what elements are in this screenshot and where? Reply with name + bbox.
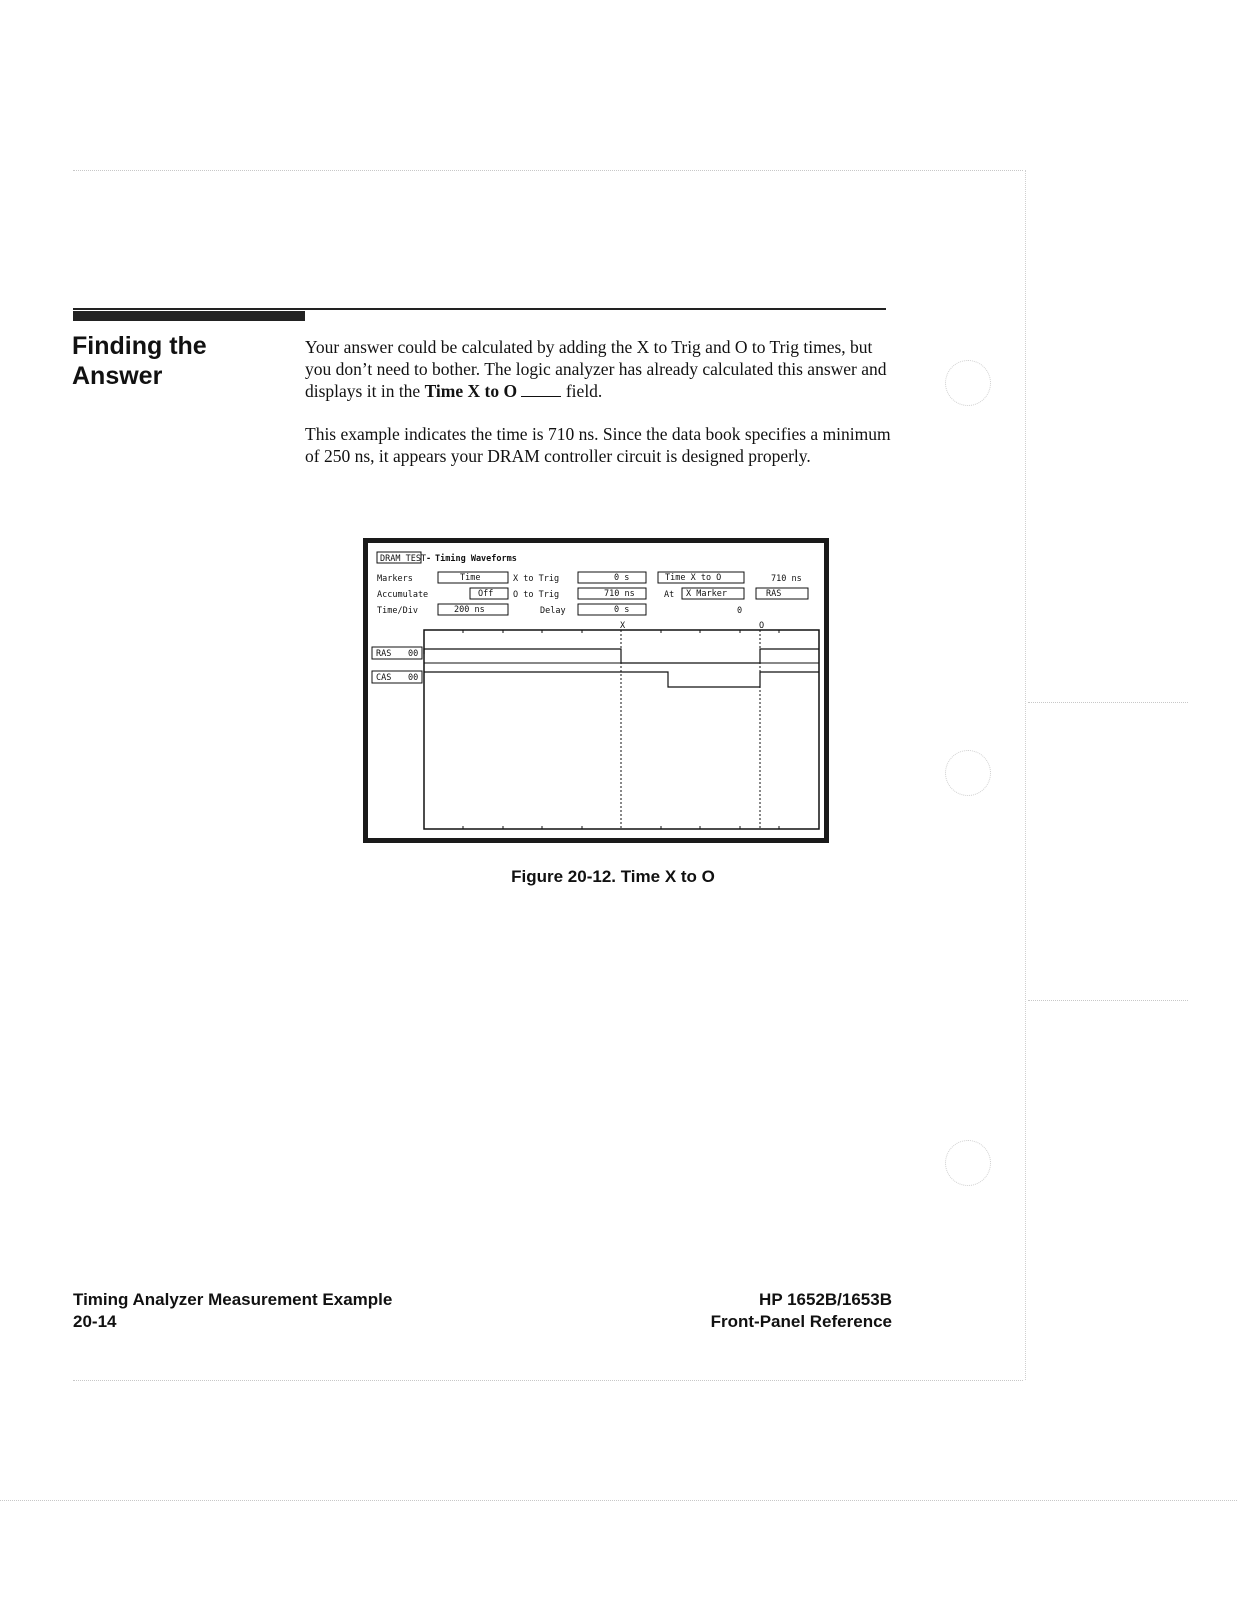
x-to-trig-label: X to Trig — [513, 574, 560, 584]
time-x-to-o-field-name: Time X to O — [424, 381, 518, 401]
field-blank — [521, 382, 561, 397]
paragraph-1 — [305, 336, 895, 402]
section-rule-bar — [73, 311, 305, 321]
x-marker-label: X — [620, 621, 626, 631]
delay-field[interactable] — [578, 604, 646, 615]
right-dotted-mark-2 — [1028, 1000, 1188, 1001]
o-to-trig-label: O to Trig — [513, 590, 560, 600]
paragraph-1-text: Your answer could be calculated by adding the X to Trig and O to Trig times, but you don’t need to bother. The logic analyzer has already calculated this answer and displays it in the — [305, 337, 887, 401]
delay-label: Delay — [540, 606, 566, 616]
binder-hole-2 — [945, 750, 991, 796]
binder-hole-3 — [945, 1140, 991, 1186]
markers-value: Time — [460, 573, 481, 583]
footer-page-number: 20-14 — [73, 1312, 117, 1331]
section-heading: Finding the Answer — [72, 332, 207, 390]
title-box-text: DRAM TEST — [380, 554, 427, 564]
x-to-trig-field[interactable] — [578, 572, 646, 583]
timing-waveforms-screen — [363, 538, 829, 843]
delay-value: 0 s — [614, 605, 630, 615]
accumulate-value: Off — [478, 589, 494, 599]
at-label-value: RAS — [766, 589, 782, 599]
footer-dotted-edge — [0, 1500, 1237, 1501]
title-dash: - — [426, 554, 432, 564]
ras-waveform — [424, 649, 819, 663]
footer-product: HP 1652B/1653B — [759, 1290, 892, 1309]
x-to-trig-value: 0 s — [614, 573, 630, 583]
time-div-label: Time/Div — [377, 606, 418, 616]
time-x-to-o-box-text: Time X to O — [665, 573, 722, 583]
title-text: Timing Waveforms — [435, 554, 517, 564]
figure-caption: Figure 20-12. Time X to O — [511, 867, 715, 886]
o-to-trig-value: 710 ns — [604, 589, 635, 599]
at-label: At — [664, 590, 675, 600]
paragraph-1-end: field. — [561, 381, 603, 401]
binder-hole-1 — [945, 360, 991, 406]
markers-label: Markers — [377, 574, 413, 584]
waveform-display — [368, 543, 824, 838]
footer-manual-title: Front-Panel Reference — [710, 1312, 892, 1331]
cas-label: CAS — [376, 673, 392, 683]
at-label-field[interactable] — [756, 588, 808, 599]
time-x-to-o-value: 710 ns — [771, 574, 802, 584]
right-page-edge — [1025, 170, 1026, 1380]
footer-left — [73, 1289, 392, 1333]
ras-label: RAS — [376, 649, 392, 659]
time-div-value: 200 ns — [454, 605, 485, 615]
bottom-dotted-edge — [73, 1380, 1023, 1381]
at-value: X Marker — [686, 589, 727, 599]
footer-chapter-title: Timing Analyzer Measurement Example — [73, 1290, 393, 1309]
section-rule — [73, 308, 886, 310]
right-dotted-mark-1 — [1028, 702, 1188, 703]
ras-value: 00 — [408, 649, 419, 659]
top-dotted-edge — [73, 170, 1023, 171]
cas-value: 00 — [408, 673, 419, 683]
screen-display — [368, 543, 824, 838]
o-marker-label: O — [759, 621, 765, 631]
footer-right — [640, 1289, 892, 1333]
accumulate-label: Accumulate — [377, 590, 429, 600]
paragraph-2: This example indicates the time is 710 ns. Since the data book specifies a minimum of 250 ns, it appears your DRAM controller circuit is designed properly. — [305, 424, 891, 466]
o-small: 0 — [737, 606, 743, 616]
